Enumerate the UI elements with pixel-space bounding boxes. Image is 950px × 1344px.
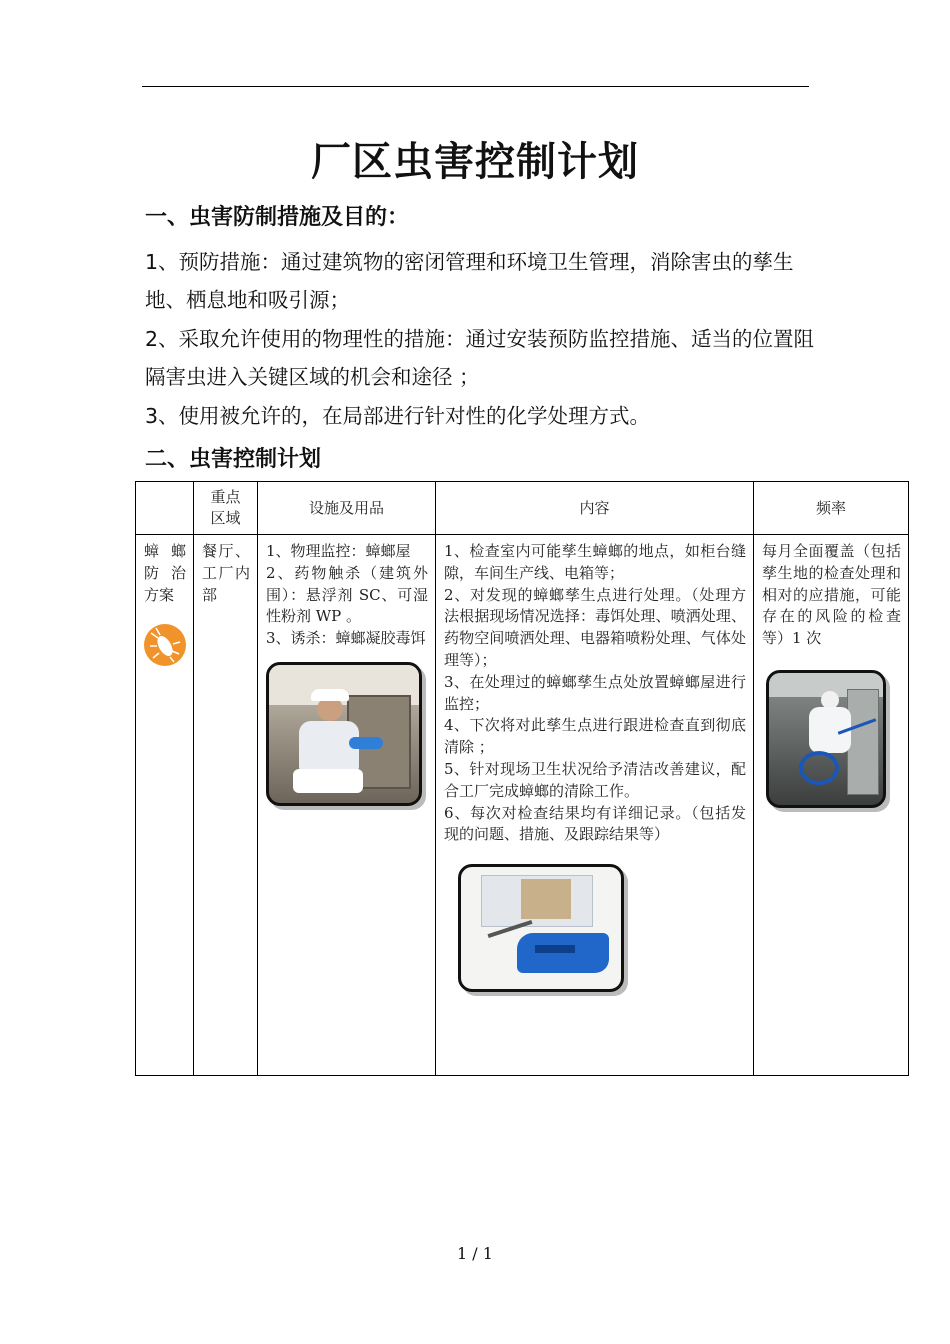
section1-item-1: 1、预防措施：通过建筑物的密闭管理和环境卫生管理，消除害虫的孳生地、栖息地和吸引源；: [145, 250, 794, 312]
table-row: [136, 535, 909, 1076]
section1-item-3: 3、使用被允许的，在局部进行针对性的化学处理方式。: [145, 404, 651, 428]
category-label: 蟑螂防治方案: [144, 542, 186, 604]
content-text: 1、检查室内可能孳生蟑螂的地点，如柜台缝隙，车间生产线、电箱等； 2、对发现的蟑螂孳生点进行处理。（处理方法根据现场情况选择：毒饵处理、喷洒处理、药物空间喷洒处理、电器箱喷粉处理、气体处理等）； 3、在处理过的蟑螂孳生点处放置蟑螂屋进行监控； 4、下次将对此孳生点进行跟进检查直到彻底清除 ； 5、针对现场卫生状况给予清洁改善建议，配合工厂完成蟑螂的清除工作。 6、每次对检查结果均有详细记录。（包括发现的问题、措施、及跟踪结果等）: [444, 542, 746, 844]
technician-spraying-photo: [766, 670, 886, 808]
page-number: 1 / 1: [457, 1244, 493, 1263]
content-cell: [436, 535, 754, 1076]
header-rule: [142, 86, 809, 87]
area-label: 餐厅、工厂内部: [202, 542, 250, 604]
supplies-cell: [258, 535, 436, 1076]
header-content: 内容: [436, 482, 754, 535]
header-key-area: 重点区域: [194, 482, 258, 535]
pest-control-kit-photo: [458, 864, 624, 992]
header-frequency: 频率: [754, 482, 909, 535]
technician-inspection-photo: [266, 662, 422, 806]
supplies-text: 1、物理监控：蟑螂屋 2、药物触杀（建筑外围）：悬浮剂 SC、可湿性粉剂 WP 。 3、诱杀：蟑螂凝胶毒饵: [266, 542, 428, 648]
section1-heading: 一、虫害防制措施及目的：: [145, 205, 410, 230]
cockroach-icon: [144, 624, 186, 666]
frequency-cell: [754, 535, 909, 1076]
header-supplies: 设施及用品: [258, 482, 436, 535]
category-cell: [136, 535, 194, 1076]
section2-heading: 二、虫害控制计划: [145, 447, 322, 472]
header-blank: [136, 482, 194, 535]
section1-item-2: 2、采取允许使用的物理性的措施：通过安装预防监控措施、适当的位置阻隔害虫进入关键区域的机会和途径 ；: [145, 327, 815, 389]
frequency-text: 每月全面覆盖（包括孳生地的检查处理和相对的应措施，可能存在的风险的检查等）1 次: [762, 542, 901, 648]
document-title: 厂区虫害控制计划: [311, 139, 639, 185]
pest-control-table: [135, 481, 909, 1076]
table-header-row: [136, 482, 909, 535]
area-cell: [194, 535, 258, 1076]
